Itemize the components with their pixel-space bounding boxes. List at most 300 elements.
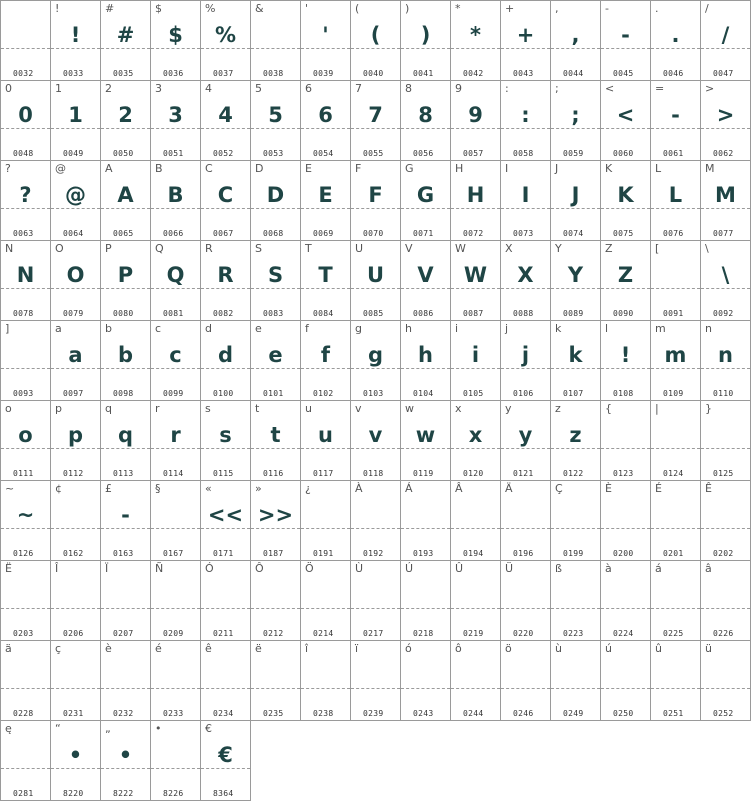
glyph-cell [251, 1, 301, 81]
glyph-cell [701, 401, 751, 481]
cell-character: * [455, 2, 461, 15]
cell-glyph-sample: Q [166, 263, 185, 287]
cell-character: k [555, 322, 562, 335]
cell-code: 0039 [313, 69, 334, 78]
glyph-cell [251, 401, 301, 481]
cell-code: 0035 [113, 69, 134, 78]
cell-glyph-sample: X [517, 263, 534, 287]
cell-code: 0233 [163, 709, 184, 718]
cell-code: 0053 [263, 149, 284, 158]
cell-code: 0218 [413, 629, 434, 638]
glyph-cell [1, 161, 51, 241]
cell-character: a [55, 322, 62, 335]
glyph-cell [1, 481, 51, 561]
cell-character: = [655, 82, 665, 95]
cell-glyph-sample: . [671, 23, 680, 47]
glyph-cell [251, 641, 301, 721]
cell-glyph-sample: 0 [18, 103, 33, 127]
cell-code: 0162 [63, 549, 84, 558]
cell-code: 0118 [363, 469, 384, 478]
cell-glyph-sample: 1 [68, 103, 83, 127]
cell-glyph-sample: U [366, 263, 385, 287]
cell-glyph-sample [601, 579, 650, 611]
cell-glyph-sample [301, 579, 350, 611]
cell-character: è [105, 642, 112, 655]
cell-character: ! [55, 2, 60, 15]
cell-glyph-sample: A [117, 183, 134, 207]
cell-glyph-sample [651, 579, 700, 611]
cell-glyph-sample: q [117, 423, 134, 447]
cell-character: > [705, 82, 715, 95]
cell-code: 0251 [663, 709, 684, 718]
cell-character: 6 [305, 82, 312, 95]
cell-code: 0120 [463, 469, 484, 478]
glyph-cell [1, 241, 51, 321]
glyph-cell [151, 321, 201, 401]
cell-character: ß [555, 562, 562, 575]
glyph-cell [151, 1, 201, 81]
cell-glyph-sample [701, 659, 750, 691]
cell-code: 0107 [563, 389, 584, 398]
cell-character: Q [155, 242, 164, 255]
cell-code: 0250 [613, 709, 634, 718]
glyph-cell [651, 161, 701, 241]
glyph-cell [101, 401, 151, 481]
glyph-cell [101, 561, 151, 641]
cell-character: Ê [705, 482, 712, 495]
cell-code: 0203 [13, 629, 34, 638]
glyph-cell [501, 241, 551, 321]
cell-code: 0111 [13, 469, 34, 478]
cell-code: 0239 [363, 709, 384, 718]
cell-code: 0057 [463, 149, 484, 158]
glyph-cell [301, 321, 351, 401]
cell-code: 0051 [163, 149, 184, 158]
cell-character: K [605, 162, 613, 175]
glyph-cell [301, 561, 351, 641]
cell-glyph-sample: T [318, 263, 333, 287]
cell-glyph-sample [251, 19, 300, 51]
cell-character: X [505, 242, 513, 255]
cell-character: ] [5, 322, 10, 335]
cell-glyph-sample: S [267, 263, 284, 287]
cell-glyph-sample [301, 499, 350, 531]
cell-glyph-sample [51, 499, 100, 531]
cell-code: 0114 [163, 469, 184, 478]
glyph-cell [201, 81, 251, 161]
cell-code: 0235 [263, 709, 284, 718]
glyph-cell [601, 481, 651, 561]
glyph-cell [201, 561, 251, 641]
cell-code: 0223 [563, 629, 584, 638]
cell-character: # [105, 2, 115, 15]
cell-code: 0194 [463, 549, 484, 558]
glyph-cell [51, 561, 101, 641]
cell-character: z [555, 402, 561, 415]
cell-code: 0113 [113, 469, 134, 478]
cell-character: ' [305, 2, 309, 15]
cell-character: û [655, 642, 662, 655]
cell-character: q [105, 402, 112, 415]
glyph-cell [451, 481, 501, 561]
cell-glyph-sample: Z [617, 263, 634, 287]
cell-code: 0212 [263, 629, 284, 638]
cell-character: H [455, 162, 464, 175]
glyph-cell [501, 481, 551, 561]
glyph-cell [101, 161, 151, 241]
cell-glyph-sample [601, 659, 650, 691]
cell-code: 0074 [563, 229, 584, 238]
glyph-cell [601, 641, 651, 721]
cell-code: 0103 [363, 389, 384, 398]
cell-character: x [455, 402, 462, 415]
cell-glyph-sample: K [617, 183, 634, 207]
cell-character: ~ [5, 482, 15, 495]
cell-character: ç [55, 642, 62, 655]
cell-character: Ä [505, 482, 513, 495]
glyph-cell [201, 161, 251, 241]
cell-glyph-sample: I [521, 183, 530, 207]
cell-glyph-sample: 7 [368, 103, 383, 127]
cell-character: Y [555, 242, 562, 255]
cell-code: 0225 [663, 629, 684, 638]
cell-code: 0070 [363, 229, 384, 238]
cell-character: 4 [205, 82, 212, 95]
cell-glyph-sample: % [214, 23, 237, 47]
cell-character: G [405, 162, 414, 175]
cell-character: w [405, 402, 414, 415]
cell-code: 0064 [63, 229, 84, 238]
cell-character: & [255, 2, 264, 15]
glyph-cell [1, 81, 51, 161]
cell-character: } [705, 402, 712, 415]
cell-glyph-sample: y [518, 423, 533, 447]
cell-character: 2 [105, 82, 112, 95]
cell-code: 0119 [413, 469, 434, 478]
glyph-cell [101, 241, 151, 321]
cell-character: Ö [305, 562, 314, 575]
cell-code: 0059 [563, 149, 584, 158]
cell-glyph-sample: J [571, 183, 580, 207]
glyph-cell [551, 321, 601, 401]
glyph-cell [401, 321, 451, 401]
cell-code: 0101 [263, 389, 284, 398]
cell-glyph-sample [601, 419, 650, 451]
cell-character: h [405, 322, 412, 335]
cell-code: 0073 [513, 229, 534, 238]
cell-character: Â [455, 482, 463, 495]
cell-code: 0050 [113, 149, 134, 158]
cell-character: l [605, 322, 609, 335]
cell-glyph-sample [701, 579, 750, 611]
glyph-cell [401, 641, 451, 721]
cell-code: 0033 [63, 69, 84, 78]
cell-character: Z [605, 242, 613, 255]
glyph-cell [501, 81, 551, 161]
glyph-cell [401, 1, 451, 81]
cell-glyph-sample: B [167, 183, 184, 207]
cell-glyph-sample: s [219, 423, 232, 447]
cell-character: ú [605, 642, 612, 655]
cell-glyph-sample [151, 499, 200, 531]
cell-code: 0217 [363, 629, 384, 638]
cell-code: 0167 [163, 549, 184, 558]
glyph-cell [451, 321, 501, 401]
cell-glyph-sample: * [470, 23, 481, 47]
glyph-cell [551, 241, 601, 321]
glyph-cell [401, 81, 451, 161]
cell-glyph-sample: N [16, 263, 35, 287]
glyph-cell [501, 161, 551, 241]
glyph-cell [701, 481, 751, 561]
cell-glyph-sample: k [568, 343, 583, 367]
glyph-cell [451, 561, 501, 641]
cell-character: 8 [405, 82, 412, 95]
cell-code: 0123 [613, 469, 634, 478]
cell-glyph-sample [151, 739, 200, 771]
cell-character: V [405, 242, 413, 255]
cell-glyph-sample: t [270, 423, 281, 447]
glyph-cell [501, 641, 551, 721]
cell-glyph-sample: P [117, 263, 134, 287]
cell-glyph-sample [551, 579, 600, 611]
cell-character: È [605, 482, 612, 495]
cell-glyph-sample [451, 659, 500, 691]
cell-character: ê [205, 642, 212, 655]
glyph-cell [1, 721, 51, 801]
cell-character: { [605, 402, 612, 415]
glyph-cell [351, 401, 401, 481]
cell-character: ä [5, 642, 12, 655]
cell-code: 0122 [563, 469, 584, 478]
cell-glyph-sample [151, 659, 200, 691]
cell-character: F [355, 162, 362, 175]
cell-character: m [655, 322, 666, 335]
cell-character: ü [705, 642, 712, 655]
cell-code: 0124 [663, 469, 684, 478]
cell-glyph-sample: z [569, 423, 582, 447]
cell-glyph-sample: O [66, 263, 85, 287]
cell-glyph-sample [501, 499, 550, 531]
glyph-cell [651, 401, 701, 481]
cell-code: 0109 [663, 389, 684, 398]
cell-glyph-sample: p [67, 423, 84, 447]
glyph-cell [351, 1, 401, 81]
glyph-cell [51, 241, 101, 321]
glyph-cell [51, 1, 101, 81]
glyph-cell [151, 721, 201, 801]
glyph-cell [651, 641, 701, 721]
cell-code: 0199 [563, 549, 584, 558]
cell-glyph-sample [251, 659, 300, 691]
cell-code: 0044 [563, 69, 584, 78]
cell-glyph-sample: L [668, 183, 683, 207]
cell-glyph-sample: W [463, 263, 488, 287]
cell-code: 0224 [613, 629, 634, 638]
cell-character: î [305, 642, 309, 655]
cell-glyph-sample: o [18, 423, 33, 447]
cell-code: 0187 [263, 549, 284, 558]
cell-code: 0105 [463, 389, 484, 398]
glyph-cell [201, 241, 251, 321]
cell-glyph-sample [1, 19, 50, 51]
glyph-cell [401, 241, 451, 321]
glyph-cell [201, 721, 251, 801]
cell-code: 0091 [663, 309, 684, 318]
cell-glyph-sample: 3 [168, 103, 183, 127]
cell-code: 0088 [513, 309, 534, 318]
glyph-cell [101, 1, 151, 81]
glyph-cell [401, 161, 451, 241]
cell-glyph-sample: + [516, 23, 535, 47]
cell-code: 0068 [263, 229, 284, 238]
cell-code: 0252 [713, 709, 734, 718]
cell-glyph-sample: 8 [418, 103, 433, 127]
cell-character: ï [355, 642, 359, 655]
cell-code: 8226 [163, 789, 184, 798]
glyph-cell [251, 161, 301, 241]
cell-glyph-sample [601, 499, 650, 531]
cell-glyph-sample: r [170, 423, 181, 447]
cell-character: E [305, 162, 312, 175]
glyph-cell [701, 161, 751, 241]
cell-character: Ó [205, 562, 214, 575]
cell-glyph-sample: ( [370, 23, 381, 47]
glyph-cell [601, 1, 651, 81]
cell-character: 0 [5, 82, 12, 95]
glyph-cell [301, 401, 351, 481]
glyph-cell [601, 161, 651, 241]
glyph-cell [451, 641, 501, 721]
cell-glyph-sample [51, 579, 100, 611]
cell-code: 0099 [163, 389, 184, 398]
cell-character: O [55, 242, 64, 255]
cell-code: 0055 [363, 149, 384, 158]
glyph-cell [1, 641, 51, 721]
cell-glyph-sample: 4 [218, 103, 233, 127]
cell-character: J [555, 162, 559, 175]
glyph-cell [151, 241, 201, 321]
cell-code: 0281 [13, 789, 34, 798]
cell-character: A [105, 162, 113, 175]
cell-glyph-sample: • [118, 743, 133, 767]
glyph-cell [651, 561, 701, 641]
cell-code: 0201 [663, 549, 684, 558]
glyph-cell [551, 561, 601, 641]
cell-code: 0078 [13, 309, 34, 318]
cell-character: e [255, 322, 262, 335]
glyph-cell [651, 1, 701, 81]
cell-code: 0065 [113, 229, 134, 238]
glyph-cell [551, 481, 601, 561]
glyph-cell [651, 241, 701, 321]
glyph-cell [601, 321, 651, 401]
glyph-cell [551, 401, 601, 481]
glyph-cell [601, 241, 651, 321]
glyph-cell [201, 321, 251, 401]
cell-glyph-sample: E [318, 183, 333, 207]
cell-code: 0037 [213, 69, 234, 78]
cell-character: Ù [355, 562, 364, 575]
cell-glyph-sample [201, 579, 250, 611]
glyph-cell [551, 641, 601, 721]
glyph-cell [101, 81, 151, 161]
cell-character: P [105, 242, 112, 255]
cell-code: 0042 [463, 69, 484, 78]
cell-glyph-sample: R [217, 263, 234, 287]
cell-character: < [605, 82, 615, 95]
cell-glyph-sample: € [218, 743, 233, 767]
glyph-cell [201, 641, 251, 721]
cell-code: 0249 [563, 709, 584, 718]
cell-character: ; [555, 82, 559, 95]
cell-code: 0098 [113, 389, 134, 398]
cell-code: 0049 [63, 149, 84, 158]
cell-character: Ï [105, 562, 109, 575]
glyph-cell [101, 481, 151, 561]
cell-code: 0238 [313, 709, 334, 718]
cell-code: 0244 [463, 709, 484, 718]
cell-code: 0126 [13, 549, 34, 558]
cell-character: d [205, 322, 212, 335]
glyph-cell [51, 641, 101, 721]
cell-code: 0052 [213, 149, 234, 158]
cell-code: 0046 [663, 69, 684, 78]
cell-code: 0234 [213, 709, 234, 718]
cell-glyph-sample: 2 [118, 103, 133, 127]
cell-code: 0220 [513, 629, 534, 638]
cell-character: â [705, 562, 712, 575]
cell-character: Î [55, 562, 59, 575]
cell-character: 9 [455, 82, 462, 95]
cell-code: 0086 [413, 309, 434, 318]
cell-glyph-sample [701, 499, 750, 531]
cell-code: 0209 [163, 629, 184, 638]
cell-code: 0163 [113, 549, 134, 558]
cell-glyph-sample [651, 419, 700, 451]
glyph-cell [201, 401, 251, 481]
glyph-cell [151, 81, 201, 161]
glyph-cell [251, 561, 301, 641]
glyph-cell [101, 321, 151, 401]
cell-glyph-sample: j [521, 343, 530, 367]
cell-character: - [605, 2, 609, 15]
cell-glyph-sample [351, 579, 400, 611]
cell-character: « [205, 482, 212, 495]
glyph-cell [351, 481, 401, 561]
cell-glyph-sample: 6 [318, 103, 333, 127]
glyph-cell [51, 401, 101, 481]
glyph-cell [151, 481, 201, 561]
cell-code: 0082 [213, 309, 234, 318]
cell-code: 0102 [313, 389, 334, 398]
glyph-cell [151, 641, 201, 721]
cell-character: ô [455, 642, 462, 655]
cell-glyph-sample: ' [322, 23, 329, 47]
cell-glyph-sample: # [116, 23, 135, 47]
glyph-cell [351, 241, 401, 321]
cell-character: r [155, 402, 160, 415]
cell-glyph-sample: ! [620, 343, 631, 367]
cell-character: 7 [355, 82, 362, 95]
cell-code: 0072 [463, 229, 484, 238]
cell-code: 0202 [713, 549, 734, 558]
cell-character: à [605, 562, 612, 575]
glyph-cell [251, 241, 301, 321]
cell-code: 0075 [613, 229, 634, 238]
cell-code: 0045 [613, 69, 634, 78]
glyph-cell [701, 81, 751, 161]
